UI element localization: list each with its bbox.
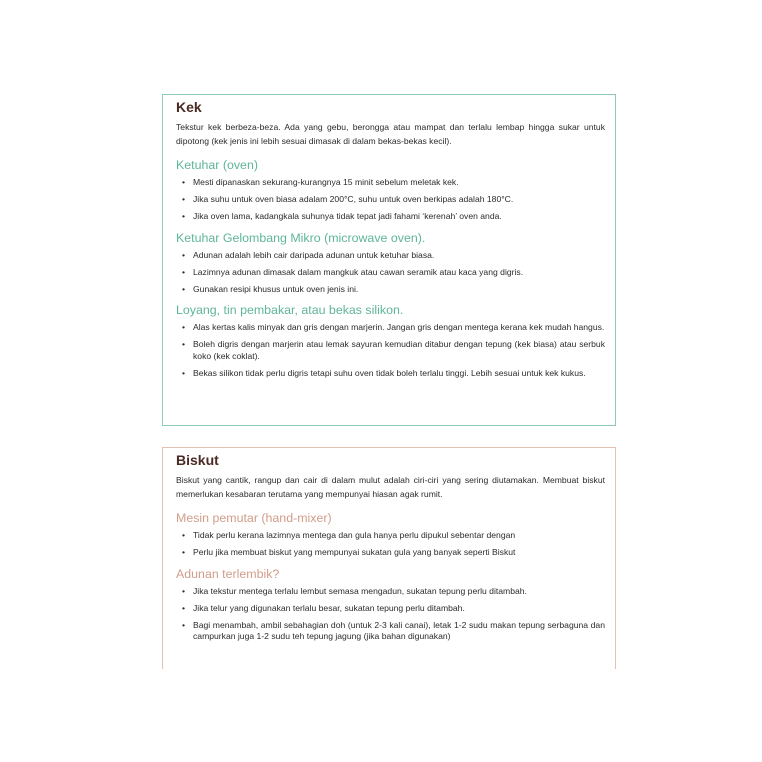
adunan-list — [176, 586, 605, 643]
mesin-pemutar-list — [176, 530, 605, 559]
ketuhar-heading: Ketuhar (oven) — [176, 158, 258, 172]
microwave-list — [176, 250, 605, 296]
list-item: • Jika telur yang digunakan terlalu besar, sukatan tepung perlu ditambah. — [182, 603, 605, 615]
list-item: • Gunakan resipi khusus untuk oven jenis ini. — [182, 284, 605, 296]
list-item: • Jika tekstur mentega terlalu lembut semasa mengadun, sukatan tepung perlu ditambah. — [182, 586, 605, 598]
adunan-heading: Adunan terlembik? — [176, 566, 280, 581]
list-item: • Boleh digris dengan marjerin atau lemak sayuran kemudian ditabur dengan tepung (kek biasa) atau serbuk koko (kek coklat). — [182, 339, 605, 362]
list-item: • Adunan adalah lebih cair daripada adunan untuk ketuhar biasa. — [182, 250, 605, 262]
kek-intro: Tekstur kek berbeza-beza. Ada yang gebu, berongga atau mampat dan terlalu lembap hingga sukar untuk dipotong (kek jenis ini lebih sesuai dimasak di dalam bekas-bekas kecil). — [176, 122, 605, 146]
microwave-heading: Ketuhar Gelombang Mikro (microwave oven). — [176, 230, 426, 245]
list-item: • Perlu jika membuat biskut yang mempunyai sukatan gula yang banyak seperti Biskut — [182, 547, 605, 559]
list-item: • Lazimnya adunan dimasak dalam mangkuk atau cawan seramik atau kaca yang digris. — [182, 267, 605, 279]
biskut-intro: Biskut yang cantik, rangup dan cair di dalam mulut adalah ciri-ciri yang sering diutamakan. Membuat biskut memerlukan kesabaran terutama yang mempunyai hiasan agak rumit. — [176, 475, 605, 499]
loyang-list — [176, 322, 605, 379]
list-item: • Bekas silikon tidak perlu digris tetapi suhu oven tidak boleh terlalu tinggi. Lebih sesuai untuk kek kukus. — [182, 368, 605, 380]
list-item: • Alas kertas kalis minyak dan gris dengan marjerin. Jangan gris dengan mentega kerana kek mudah hangus. — [182, 322, 605, 334]
list-item: • Jika suhu untuk oven biasa adalam 200°C, suhu untuk oven berkipas adalah 180°C. — [182, 194, 605, 206]
list-item: • Tidak perlu kerana lazimnya mentega dan gula hanya perlu dipukul sebentar dengan — [182, 530, 605, 542]
list-item: • Mesti dipanaskan sekurang-kurangnya 15 minit sebelum meletak kek. — [182, 177, 605, 189]
biskut-title: Biskut — [176, 452, 219, 468]
list-item: • Bagi menambah, ambil sebahagian doh (untuk 2-3 kali canai), letak 1-2 sudu makan tepung serbaguna dan campurkan juga 1-2 sudu teh tepung jagung (jika bahan digunakan) — [182, 620, 605, 643]
biskut-box — [162, 447, 616, 669]
mesin-pemutar-heading: Mesin pemutar (hand-mixer) — [176, 511, 332, 525]
list-item: • Jika oven lama, kadangkala suhunya tidak tepat jadi fahami ‘kerenah’ oven anda. — [182, 211, 605, 223]
kek-box — [162, 94, 616, 426]
kek-title: Kek — [176, 99, 202, 115]
loyang-heading: Loyang, tin pembakar, atau bekas silikon. — [176, 303, 404, 317]
ketuhar-list — [176, 177, 605, 223]
